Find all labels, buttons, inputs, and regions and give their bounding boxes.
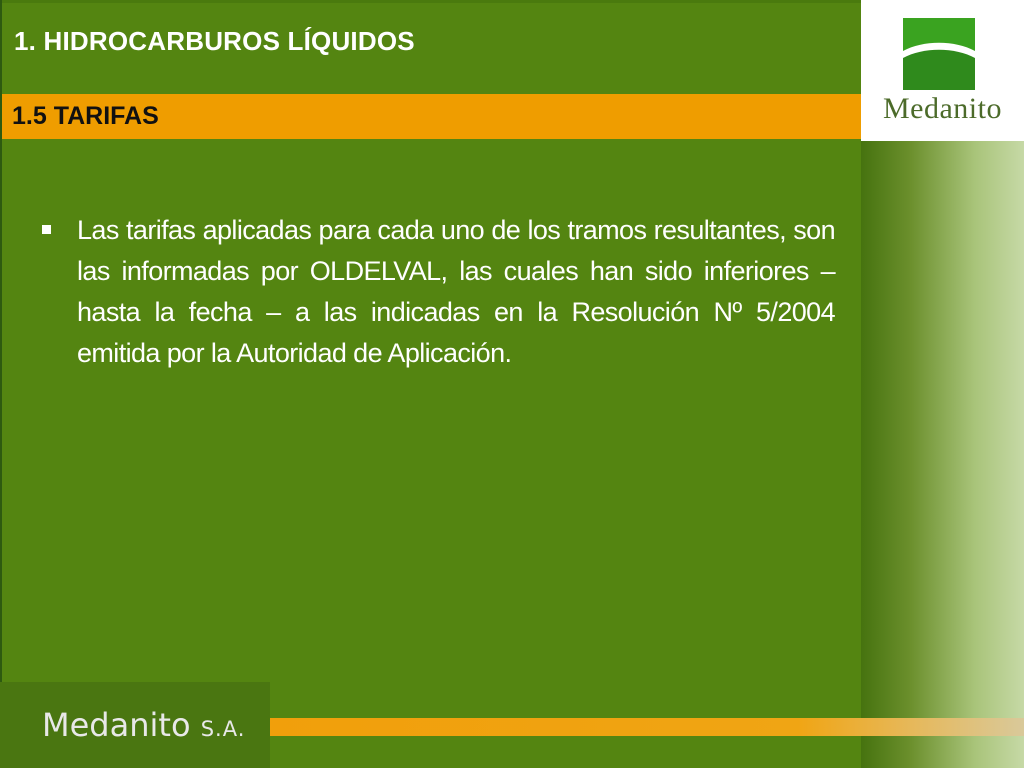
footer-name: Medanito [42,706,191,744]
footer-logo [0,682,270,768]
brand-logo [861,0,1024,141]
top-strip [2,0,863,3]
medanito-logo-icon [903,18,975,90]
footer-suffix: S.A. [200,717,246,741]
section-title: 1.5 TARIFAS [12,102,159,130]
bullet-text: Las tarifas aplicadas para cada uno de los tramos resultantes, son las informadas por OLDELVAL, las cuales han sido inferiores – hasta la fecha – a las indicadas en la Resolución Nº 5/2004 emitida por la Autoridad de Aplicación. [77,215,835,368]
section-bar [2,94,863,139]
logo-text: Medanito [883,92,1002,125]
slide-title: 1. HIDROCARBUROS LÍQUIDOS [14,26,415,56]
footer-stripe [270,718,1024,736]
footer-company-name [42,706,245,744]
bullet-square-icon [42,225,51,234]
